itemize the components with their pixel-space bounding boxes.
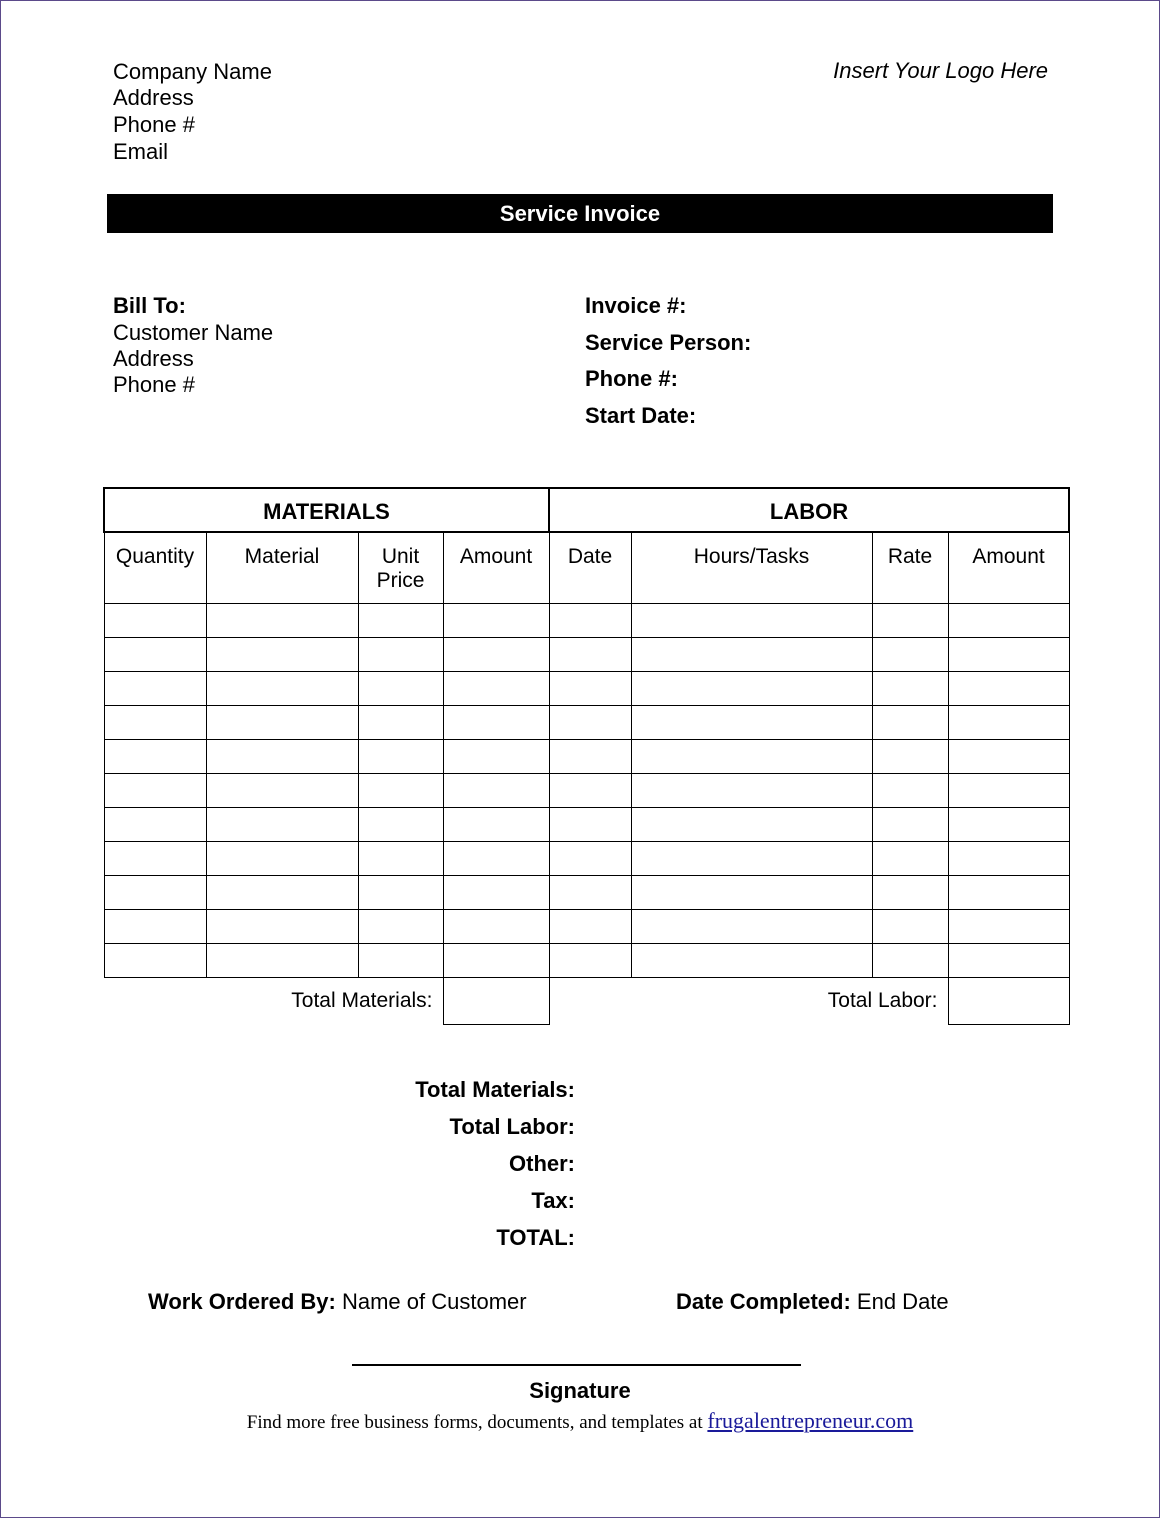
service-person-label: Service Person: (585, 330, 752, 355)
table-cell[interactable] (358, 740, 443, 774)
table-cell[interactable] (872, 706, 948, 740)
table-cell[interactable] (443, 876, 549, 910)
total-labor-label: Total Labor: (549, 978, 948, 1025)
start-date-label: Start Date: (585, 403, 697, 428)
customer-address: Address (113, 346, 194, 371)
table-cell[interactable] (631, 672, 872, 706)
table-cell[interactable] (872, 876, 948, 910)
work-ordered-by (148, 1289, 527, 1315)
table-cell[interactable] (631, 706, 872, 740)
table-cell[interactable] (948, 944, 1069, 978)
footer-link[interactable]: frugalentrepreneur.com (707, 1408, 914, 1433)
table-cell[interactable] (358, 910, 443, 944)
footer (0, 1408, 1160, 1434)
table-cell[interactable] (104, 808, 206, 842)
table-cell[interactable] (549, 740, 631, 774)
table-cell[interactable] (358, 672, 443, 706)
table-cell[interactable] (948, 706, 1069, 740)
table-cell[interactable] (104, 910, 206, 944)
table-cell[interactable] (358, 774, 443, 808)
footer-text: Find more free business forms, documents, and templates at (246, 1412, 703, 1433)
table-cell[interactable] (948, 910, 1069, 944)
table-cell[interactable] (872, 910, 948, 944)
table-cell[interactable] (631, 910, 872, 944)
table-cell[interactable] (549, 672, 631, 706)
table-cell[interactable] (443, 944, 549, 978)
date-completed-label: Date Completed: (676, 1289, 851, 1314)
customer-name: Customer Name (113, 320, 274, 345)
col-rate: Rate (872, 532, 948, 604)
table-cell[interactable] (358, 944, 443, 978)
invoice-title-bar (107, 194, 1053, 233)
table-cell[interactable] (358, 638, 443, 672)
total-materials-cell[interactable] (443, 978, 549, 1025)
table-cell[interactable] (443, 774, 549, 808)
invoice-title: Service Invoice (499, 200, 661, 226)
summary-other: Other: (509, 1151, 575, 1176)
table-cell[interactable] (206, 774, 358, 808)
total-labor-cell[interactable] (948, 978, 1069, 1025)
table-cell[interactable] (206, 604, 358, 638)
table-cell[interactable] (104, 876, 206, 910)
table-cell[interactable] (631, 842, 872, 876)
table-cell[interactable] (206, 740, 358, 774)
company-email: Email (113, 139, 169, 164)
col-date: Date (549, 532, 631, 604)
table-cell[interactable] (104, 604, 206, 638)
signature-label: Signature (529, 1378, 631, 1403)
table-cell[interactable] (872, 944, 948, 978)
table-cell[interactable] (549, 808, 631, 842)
table-cell[interactable] (206, 910, 358, 944)
bill-to-heading: Bill To: (113, 293, 186, 318)
table-cell[interactable] (872, 808, 948, 842)
table-row (104, 808, 1069, 842)
table-cell[interactable] (104, 740, 206, 774)
table-cell[interactable] (948, 774, 1069, 808)
table-cell[interactable] (358, 808, 443, 842)
table-row (104, 672, 1069, 706)
company-phone: Phone # (113, 112, 195, 137)
table-cell[interactable] (549, 604, 631, 638)
table-cell[interactable] (443, 842, 549, 876)
summary-total: TOTAL: (496, 1225, 575, 1250)
table-cell[interactable] (631, 740, 872, 774)
table-cell[interactable] (631, 604, 872, 638)
col-unit-price: Unit Price (358, 532, 443, 604)
table-cell[interactable] (206, 944, 358, 978)
table-cell[interactable] (206, 842, 358, 876)
col-quantity: Quantity (104, 532, 206, 604)
company-name: Company Name (113, 59, 272, 84)
date-completed (676, 1289, 949, 1315)
table-row (104, 842, 1069, 876)
signature-line (352, 1364, 801, 1366)
total-materials-label: Total Materials: (291, 989, 433, 1012)
table-cell[interactable] (104, 706, 206, 740)
table-cell[interactable] (549, 876, 631, 910)
work-ordered-label: Work Ordered By: (148, 1289, 336, 1314)
table-cell[interactable] (872, 604, 948, 638)
table-cell[interactable] (549, 774, 631, 808)
table-cell[interactable] (948, 808, 1069, 842)
col-material: Material (206, 532, 358, 604)
col-hours-tasks: Hours/Tasks (631, 532, 872, 604)
table-cell[interactable] (631, 876, 872, 910)
table-cell[interactable] (549, 944, 631, 978)
table-cell[interactable] (948, 876, 1069, 910)
table-cell[interactable] (104, 774, 206, 808)
work-ordered-value: Name of Customer (341, 1289, 527, 1314)
table-cell[interactable] (948, 740, 1069, 774)
table-cell[interactable] (104, 842, 206, 876)
table-row (104, 944, 1069, 978)
table-cell[interactable] (104, 672, 206, 706)
table-cell[interactable] (358, 706, 443, 740)
table-cell[interactable] (358, 842, 443, 876)
table-cell[interactable] (206, 672, 358, 706)
service-phone-label: Phone #: (585, 366, 678, 391)
invoice-number-label: Invoice #: (585, 293, 687, 318)
table-cell[interactable] (206, 876, 358, 910)
table-cell[interactable] (948, 842, 1069, 876)
table-cell[interactable] (549, 842, 631, 876)
summary-total-labor: Total Labor: (449, 1114, 575, 1139)
table-row (104, 774, 1069, 808)
table-cell[interactable] (206, 706, 358, 740)
table-cell[interactable] (443, 706, 549, 740)
table-cell[interactable] (443, 604, 549, 638)
table-cell[interactable] (549, 706, 631, 740)
table-cell[interactable] (358, 876, 443, 910)
logo-placeholder: Insert Your Logo Here (833, 58, 1048, 83)
table-cell[interactable] (443, 672, 549, 706)
table-row (104, 706, 1069, 740)
summary-total-materials: Total Materials: (415, 1077, 575, 1102)
company-address: Address (113, 85, 194, 110)
table-cell[interactable] (443, 638, 549, 672)
table-cell[interactable] (549, 638, 631, 672)
table-cell[interactable] (631, 774, 872, 808)
date-completed-value: End Date (856, 1289, 949, 1314)
col-labor-amount: Amount (948, 532, 1069, 604)
table-cell[interactable] (948, 672, 1069, 706)
table-cell[interactable] (443, 808, 549, 842)
table-cell[interactable] (872, 740, 948, 774)
table-cell[interactable] (206, 638, 358, 672)
table-row (104, 638, 1069, 672)
table-cell[interactable] (206, 808, 358, 842)
table-cell[interactable] (443, 910, 549, 944)
table-cell[interactable] (631, 808, 872, 842)
table-cell[interactable] (631, 944, 872, 978)
table-row (104, 876, 1069, 910)
table-cell[interactable] (872, 774, 948, 808)
materials-labor-table (103, 487, 1070, 1025)
table-row (104, 740, 1069, 774)
table-cell[interactable] (358, 604, 443, 638)
summary-tax: Tax: (531, 1188, 575, 1213)
table-cell[interactable] (948, 604, 1069, 638)
table-row (104, 910, 1069, 944)
table-row (104, 604, 1069, 638)
table-cell[interactable] (872, 638, 948, 672)
materials-heading: MATERIALS (104, 488, 549, 532)
table-cell[interactable] (872, 672, 948, 706)
labor-heading: LABOR (549, 488, 1069, 532)
table-cell[interactable] (631, 638, 872, 672)
table-cell[interactable] (443, 740, 549, 774)
col-materials-amount: Amount (443, 532, 549, 604)
table-cell[interactable] (549, 910, 631, 944)
customer-phone: Phone # (113, 372, 195, 397)
table-cell[interactable] (948, 638, 1069, 672)
table-cell[interactable] (872, 842, 948, 876)
table-cell[interactable] (104, 638, 206, 672)
table-cell[interactable] (104, 944, 206, 978)
